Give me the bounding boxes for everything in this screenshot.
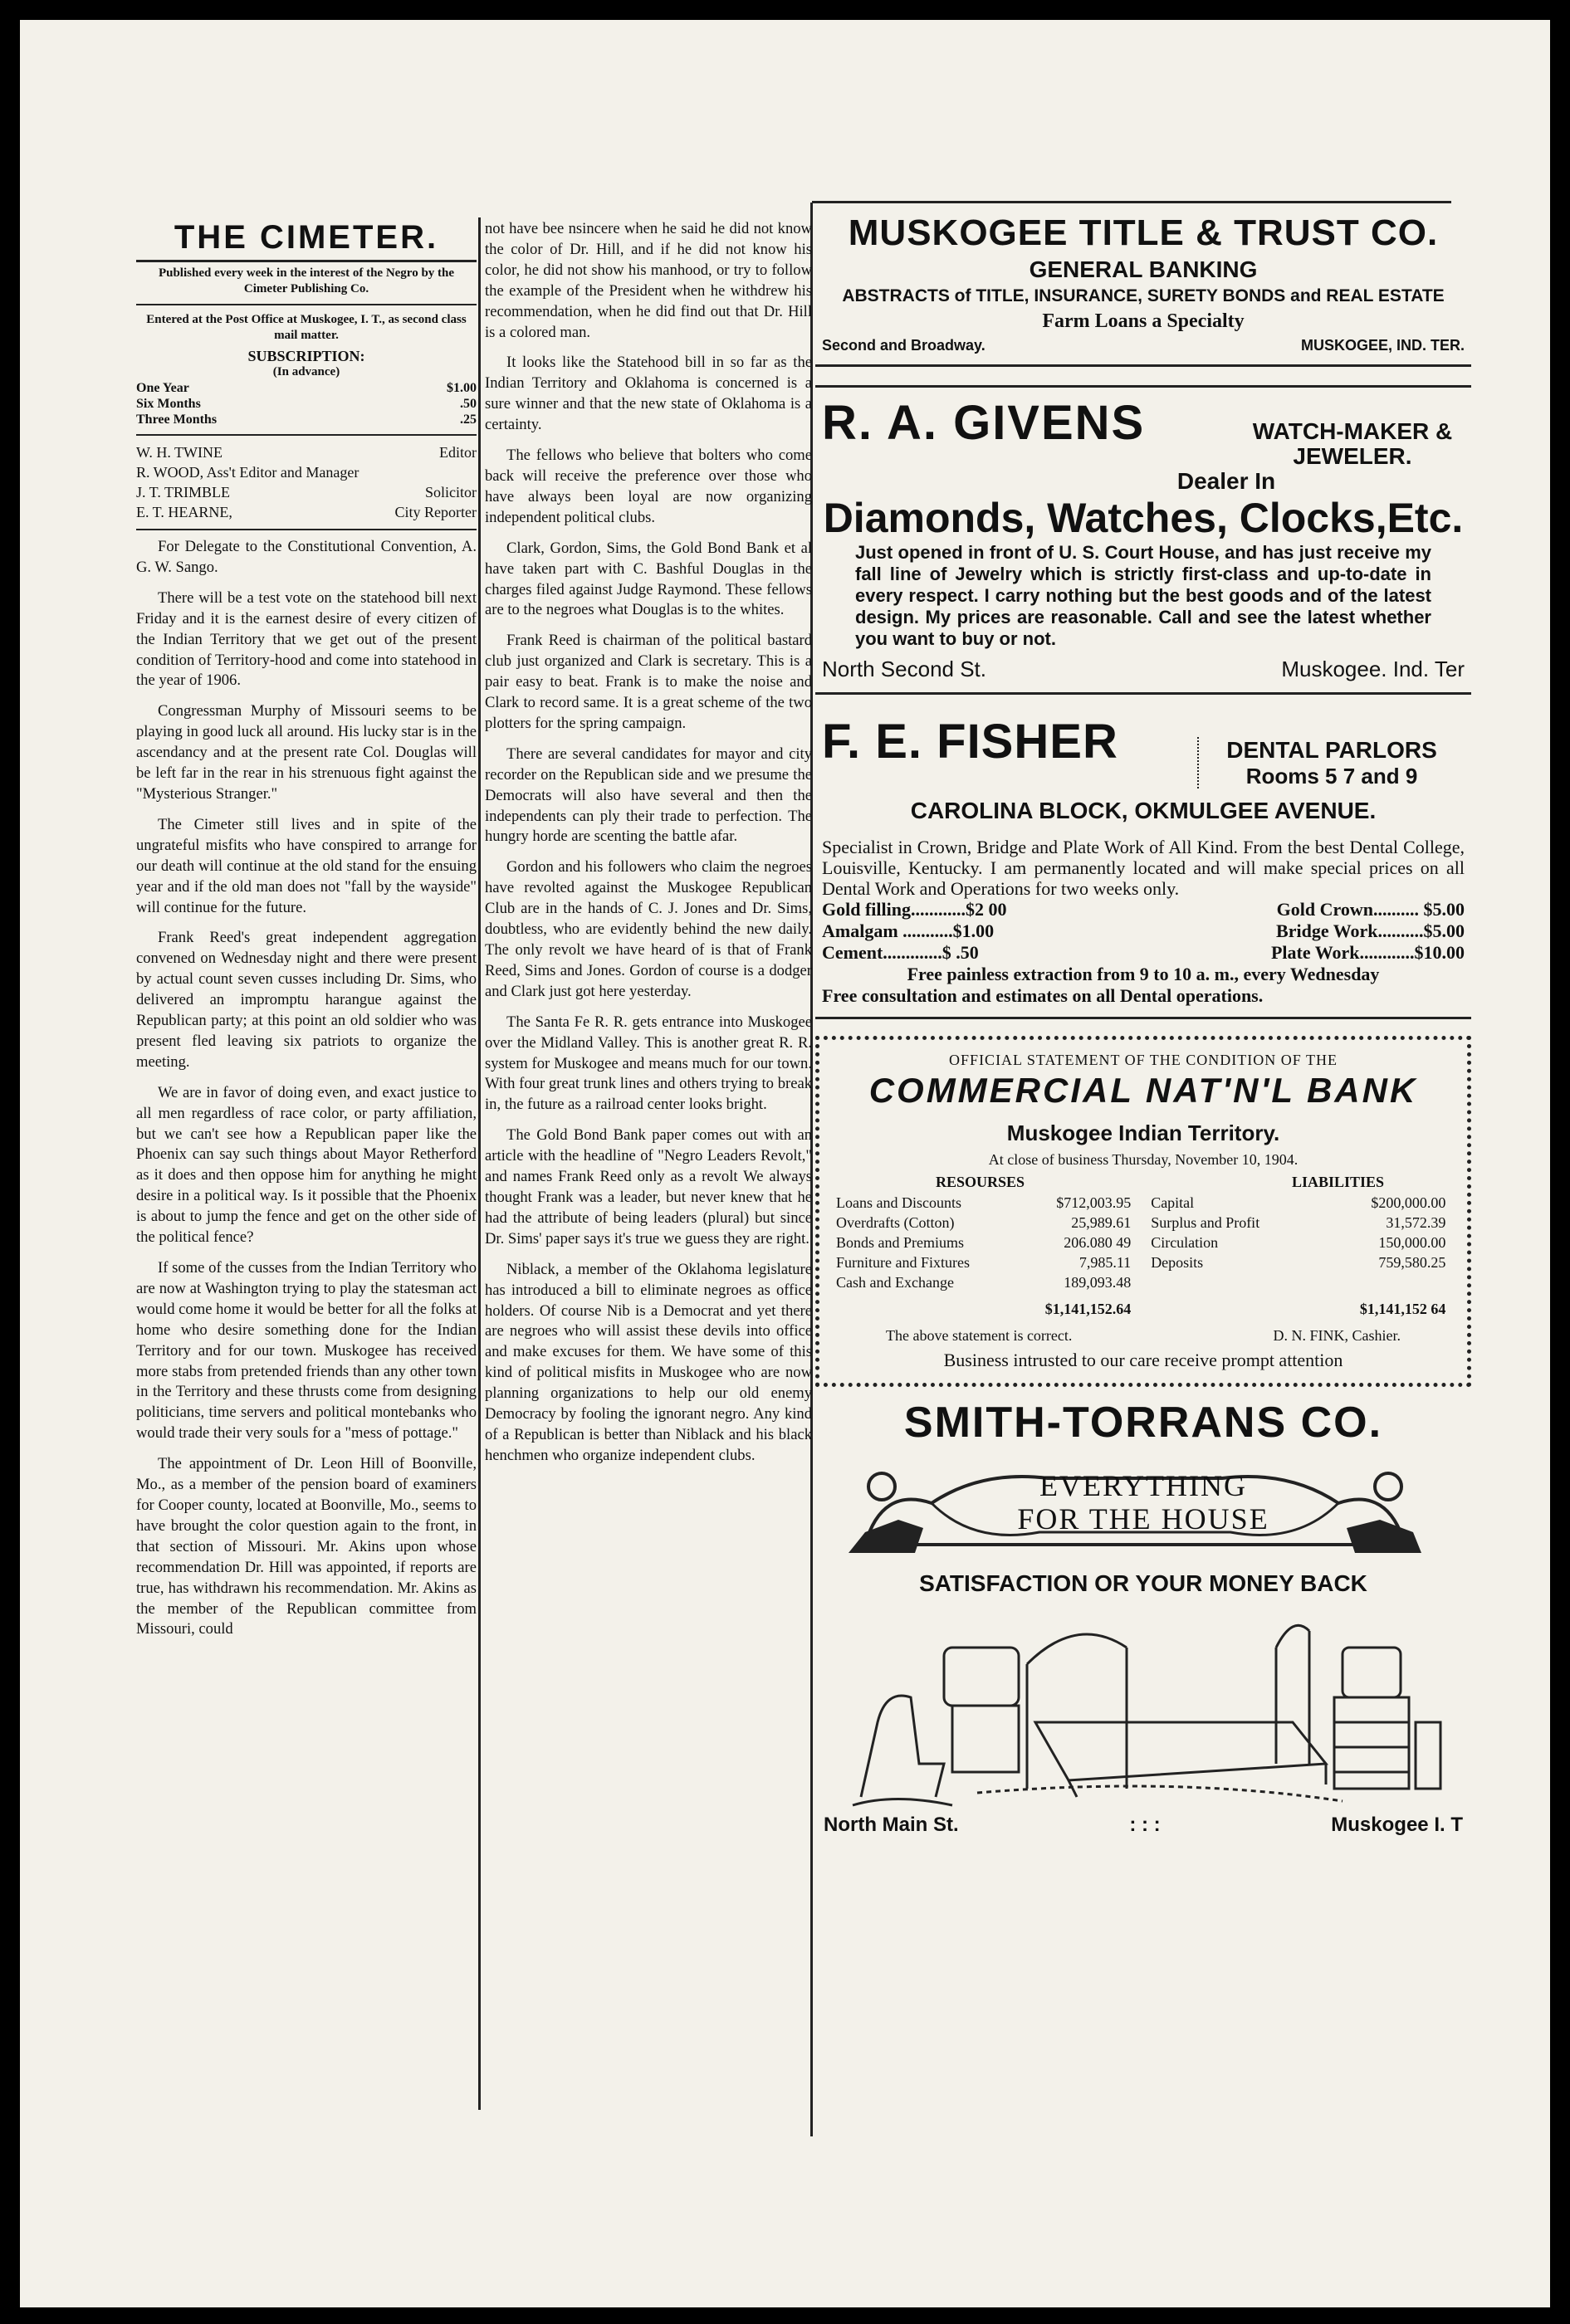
text-span: Bonds and Premiums xyxy=(836,1234,965,1251)
ad-fisher-location: CAROLINA BLOCK, OKMULGEE AVENUE. xyxy=(910,798,1377,823)
text-span: $1,141,152.64 xyxy=(1044,1301,1132,1317)
divider xyxy=(136,529,477,530)
bank-liabilities xyxy=(1151,1193,1445,1319)
bank-heading: OFFICIAL STATEMENT OF THE CONDITION OF THE xyxy=(949,1052,1338,1068)
ad-fisher-footer1: Free painless extraction from 9 to 10 a. m., every Wednesday xyxy=(907,964,1380,984)
text-span: : : : xyxy=(1129,1814,1161,1836)
ad-title-trust xyxy=(815,203,1471,367)
text-span: The above statement is correct. xyxy=(886,1327,1073,1344)
masthead-publisher: Published every week in the interest of the Negro by the Cimeter Publishing Co. xyxy=(158,266,455,295)
staff-row xyxy=(136,482,477,502)
staff-row xyxy=(136,462,477,482)
text-span: City Reporter xyxy=(394,504,477,520)
article: Gordon and his followers who claim the negroes have revolted against the Muskogee Republican Club are in the hands of C. J. Jones and Dr. Sims, doubtless, who are evidently behind the new daily. The only revolt we have heard of is that of Frank Reed, Sims and Jones. Gordon of course is a dodger and Clark just got here yesterday. xyxy=(485,858,812,1000)
text-span: Muskogee. Ind. Ter xyxy=(1281,657,1465,681)
article: Congressman Murphy of Missouri seems to be playing in good luck all around. His lucky star is in the ascendancy and at the present rate Col. Douglas will be left far in the rear in his strenuous fight against the "Mysterious Stranger." xyxy=(136,702,477,803)
text-span: Gold Crown.......... $5.00 xyxy=(1276,899,1465,920)
article: The appointment of Dr. Leon Hill of Boonville, Mo., as a member of the pension board of examiners for Cooper county, located at Boonville, Mo., seems to have brought the color question again to the front, in that section of Missouri. Mr. Akins upon whose recommendation Dr. Hill was appointed, if reports are true, has withdrawn his recommendation. Mr. Akins as the member of the Republican committee from Missouri, could xyxy=(136,1455,477,1638)
text-span: Deposits xyxy=(1151,1254,1204,1271)
article: It looks like the Statehood bill in so far as the Indian Territory and Oklahoma is concerned is a sure winner and that the new state of Oklahoma is a certainty. xyxy=(485,354,812,434)
article: not have bee nsincere when he said he did not know the color of Dr. Hill, and if he did not know his color, he did not show his manhood, or try to follow the example of the President when he withdrew his recommendation, when he did find out that Dr. Hill is a colored man. xyxy=(485,220,812,341)
smith-name: SMITH-TORRANS CO. xyxy=(903,1399,1383,1447)
masthead-entry: Entered at the Post Office at Muskogee, I. T., as second class mail matter. xyxy=(146,313,467,342)
text-span: Solicitor xyxy=(425,484,477,500)
text-span: $1.00 xyxy=(447,381,477,395)
table-row xyxy=(1151,1213,1445,1233)
ad-fisher-name: F. E. FISHER xyxy=(822,715,1118,769)
text-span: North Second St. xyxy=(822,657,986,681)
ad-title-trust-address xyxy=(822,337,1465,354)
table-row xyxy=(1151,1233,1445,1252)
text-span: North Main St. xyxy=(824,1814,959,1836)
bank-signature xyxy=(886,1327,1401,1345)
rate-row xyxy=(136,412,477,427)
article: The fellows who believe that bolters who come back will receive the preference over those who have always been loyal are now organizing independent political clubs. xyxy=(485,447,812,526)
text-span: Plate Work............$10.00 xyxy=(1270,942,1465,963)
text-span: 206.080 49 xyxy=(1064,1234,1132,1251)
ad-fisher-parlors: DENTAL PARLORS xyxy=(1226,737,1437,763)
text-span: Surplus and Profit xyxy=(1151,1214,1260,1231)
article: There will be a test vote on the statehood bill next Friday and it is the earnest desire of every citizen of the Indian Territory that we get out of the present condition of Territory-hood and come into statehood in the year of 1906. xyxy=(136,588,477,690)
divider xyxy=(136,434,477,436)
smith-address xyxy=(815,1814,1471,1837)
text-span: 150,000.00 xyxy=(1378,1234,1446,1251)
rate-row xyxy=(136,380,477,396)
smith-guarantee: SATISFACTION OR YOUR MONEY BACK xyxy=(919,1570,1367,1596)
text-span: Three Months xyxy=(136,413,218,427)
text-span: Overdrafts (Cotton) xyxy=(836,1214,955,1231)
column-2 xyxy=(485,219,812,1477)
ad-givens-address xyxy=(822,657,1465,682)
text-span: E. T. HEARNE, xyxy=(136,504,232,520)
ad-title-trust-line2: ABSTRACTS of TITLE, INSURANCE, SURETY BONDS and REAL ESTATE xyxy=(842,286,1445,305)
ad-fisher-rooms: Rooms 5 7 and 9 xyxy=(1245,764,1418,788)
text-span: 7,985.11 xyxy=(1078,1254,1132,1271)
article: The Gold Bond Bank paper comes out with an article with the headline of "Negro Leaders Revolt," and names Frank Reed only as a revolt We always thought Frank was a leader, but never knew that he had the attribute of being leaders (plural) but since Dr. Sims' paper says it's true we guess they are right. xyxy=(485,1126,812,1247)
table-row xyxy=(836,1272,1131,1292)
advertisements-column xyxy=(815,203,1471,1837)
article: If some of the cusses from the Indian Territory who are now at Washington trying to play the statesman act would come home it would be better for all the folks at home who desire something done for the Indian Territory and for our town. Muskogee has received more stabs from pretended friends than any other town in the Territory and these thrusts come from designing politicians, time servers and political montebanks who would trade their very souls for a "mess of pottage." xyxy=(136,1259,477,1443)
text-span: Circulation xyxy=(1151,1234,1219,1251)
subscription-note: (In advance) xyxy=(272,365,340,378)
text-span: Cement.............$ .50 xyxy=(822,942,979,963)
price-row xyxy=(822,920,1465,942)
text-span: Cash and Exchange xyxy=(836,1274,954,1291)
bank-column-heads xyxy=(936,1174,1384,1191)
text-span: MUSKOGEE, IND. TER. xyxy=(1300,337,1465,354)
article: Frank Reed is chairman of the political bastard club just organized and Clark is secretary. This is a pair easy to beat. Frank is to make the noise and Clark to record same. It is a great scheme of the two plotters for the spring campaign. xyxy=(485,632,812,732)
text-span: Furniture and Fixtures xyxy=(836,1254,970,1271)
table-row xyxy=(836,1252,1131,1272)
bank-balance xyxy=(836,1193,1450,1319)
ad-givens-goods: Diamonds, Watches, Clocks,Etc. xyxy=(823,495,1464,541)
text-span: Loans and Discounts xyxy=(836,1194,961,1211)
text-span: $712,003.95 xyxy=(1056,1194,1132,1211)
text-span: 759,580.25 xyxy=(1378,1254,1446,1271)
smith-banner-line1: EVERYTHING xyxy=(1039,1469,1247,1502)
text-span: Six Months xyxy=(136,397,201,411)
table-row xyxy=(1151,1193,1445,1213)
ad-title-trust-name: MUSKOGEE TITLE & TRUST CO. xyxy=(848,212,1439,253)
text-span: 31,572.39 xyxy=(1386,1214,1446,1231)
article: Niblack, a member of the Oklahoma legislature has introduced a bill to eliminate negroes as office holders. Of course Nib is a Democrat and yet there are negroes who will assist these devils into office and make excuses for them. We have some of this kind of political misfits in Muskogee who are now planning organizations to help our old enemy Democracy by fooling the ignorant negro. Any kind of a Republican is better than Niblack and his black henchmen who organize independent clubs. xyxy=(485,1260,812,1464)
table-row xyxy=(836,1292,1131,1319)
article: The Santa Fe R. R. gets entrance into Muskogee over the Midland Valley. This is another great R. R. system for Muskogee and means much for our town. With four great trunk lines and others trying to break in, the future as a railroad center looks bright. xyxy=(485,1013,812,1114)
table-row xyxy=(1151,1252,1445,1272)
ad-fisher-header xyxy=(822,715,1465,788)
ad-fisher-parlors-block xyxy=(1197,737,1465,788)
text-span: W. H. TWINE xyxy=(136,444,223,461)
text-span: .25 xyxy=(460,413,477,427)
article: Frank Reed's great independent aggregation convened on Wednesday night and there were present by actual count seven cusses including Dr. Sims, who delivered an impromptu harangue against the Republican party; at this point an old soldier who was present fled leaving six patriots to organize the meeting. xyxy=(136,929,477,1071)
ad-fisher-prices xyxy=(822,899,1465,964)
furniture-illustration-icon xyxy=(815,1598,1471,1814)
text-span: Second and Broadway. xyxy=(822,337,986,354)
text-span: $1,141,152 64 xyxy=(1359,1301,1446,1317)
text-span: Amalgam ...........$1.00 xyxy=(822,920,995,941)
table-row xyxy=(836,1233,1131,1252)
table-row xyxy=(1151,1292,1445,1319)
rate-row xyxy=(136,396,477,412)
text-span: $200,000.00 xyxy=(1371,1194,1446,1211)
bank-place: Muskogee Indian Territory. xyxy=(1006,1120,1280,1145)
article: There are several candidates for mayor and city recorder on the Republican side and we presume the Democrats will also have several and then the independents can ply their trade to perfection. The hungry horde are scenting the battle afar. xyxy=(485,745,812,846)
article: For Delegate to the Constitutional Convention, A. G. W. Sango. xyxy=(136,538,477,576)
article: The Cimeter still lives and in spite of the ungrateful misfits who have conspired to arrange for our death will continue at the old stand for the ensuing year and if the old man does not "fall by the wayside" will continue for the future. xyxy=(136,815,477,916)
text-span: J. T. TRIMBLE xyxy=(136,484,231,500)
ad-title-trust-line3: Farm Loans a Specialty xyxy=(1042,310,1245,332)
text-span: 189,093.48 xyxy=(1064,1274,1132,1291)
text-span: Muskogee I. T xyxy=(1331,1814,1463,1836)
ad-title-trust-line1: GENERAL BANKING xyxy=(1029,256,1258,282)
ad-givens-trade: WATCH-MAKER & JEWELER. xyxy=(1252,418,1453,469)
text-span: LIABILITIES xyxy=(1291,1174,1384,1190)
table-row xyxy=(836,1193,1131,1213)
ad-fisher-body: Specialist in Crown, Bridge and Plate Work of All Kind. From the best Dental College, Louisville, Kentucky. I am permanently located and will make special prices on all Dental Work and Operations for two weeks only. xyxy=(822,837,1465,899)
bank-footer: Business intrusted to our care receive prompt attention xyxy=(943,1350,1343,1370)
text-span: D. N. FINK, Cashier. xyxy=(1273,1327,1401,1344)
ad-givens-body: Just opened in front of U. S. Court House, and has just receive my fall line of Jewelry which is strictly first-class and up-to-date in every respect. I carry nothing but the best goods and of the latest design. My prices are reasonable. Call and see the latest whether you want to buy or not. xyxy=(855,542,1431,649)
article: We are in favor of doing even, and exact justice to all men regardless of race color, or party affiliation, but we can't see how a Republican paper like the Phoenix can say such things about Mayor Retherford as it does and then oppose him for anything he might desire in a political way. Is it possible that the Phoenix is about to jump the fence and get on the other side of the political fence? xyxy=(136,1083,477,1247)
text-span: Editor xyxy=(439,444,477,461)
price-row xyxy=(822,899,1465,920)
ad-givens-name: R. A. GIVENS xyxy=(822,396,1146,450)
ad-fisher-footer2: Free consultation and estimates on all Dental operations. xyxy=(822,985,1264,1006)
ad-fisher xyxy=(815,706,1471,1019)
bank-name: COMMERCIAL NAT'N'L BANK xyxy=(868,1071,1418,1110)
text-span: RESOURSES xyxy=(936,1174,1025,1190)
ad-givens-dealer: Dealer In xyxy=(1176,468,1276,494)
text-span: Gold filling............$2 00 xyxy=(822,899,1007,920)
price-row xyxy=(822,942,1465,964)
text-span: Capital xyxy=(1151,1194,1195,1211)
smith-banner-line2: FOR THE HOUSE xyxy=(1017,1502,1269,1536)
ad-givens-header xyxy=(822,396,1465,469)
masthead-title: THE CIMETER. xyxy=(136,219,477,262)
smith-banner xyxy=(832,1453,1455,1561)
text-span: Bridge Work..........$5.00 xyxy=(1276,920,1465,941)
newspaper-page xyxy=(20,20,1550,2307)
bank-resources xyxy=(836,1193,1131,1319)
text-span: One Year xyxy=(136,381,189,395)
text-span: R. WOOD, Ass't Editor and Manager xyxy=(136,464,359,481)
staff-row xyxy=(136,442,477,462)
divider xyxy=(136,304,477,305)
bank-date: At close of business Thursday, November 10, 1904. xyxy=(988,1151,1299,1168)
article: Clark, Gordon, Sims, the Gold Bond Bank et al have taken part with C. Bashful Douglas in the charges filed against Judge Raymond. These fellows are to the negroes what Douglas is to the whites. xyxy=(485,539,812,619)
subscription-rates xyxy=(136,380,477,427)
staff-list xyxy=(136,442,477,522)
ad-givens xyxy=(815,385,1471,695)
column-1 xyxy=(136,219,477,1650)
ad-bank-statement xyxy=(815,1036,1471,1387)
subscription-heading: SUBSCRIPTION: xyxy=(247,348,365,364)
ad-smith-torrans xyxy=(815,1400,1471,1837)
table-row xyxy=(1151,1272,1445,1292)
column-rule-1 xyxy=(478,217,481,2110)
table-row xyxy=(836,1213,1131,1233)
text-span: 25,989.61 xyxy=(1071,1214,1132,1231)
staff-row xyxy=(136,502,477,522)
text-span: .50 xyxy=(460,397,477,411)
